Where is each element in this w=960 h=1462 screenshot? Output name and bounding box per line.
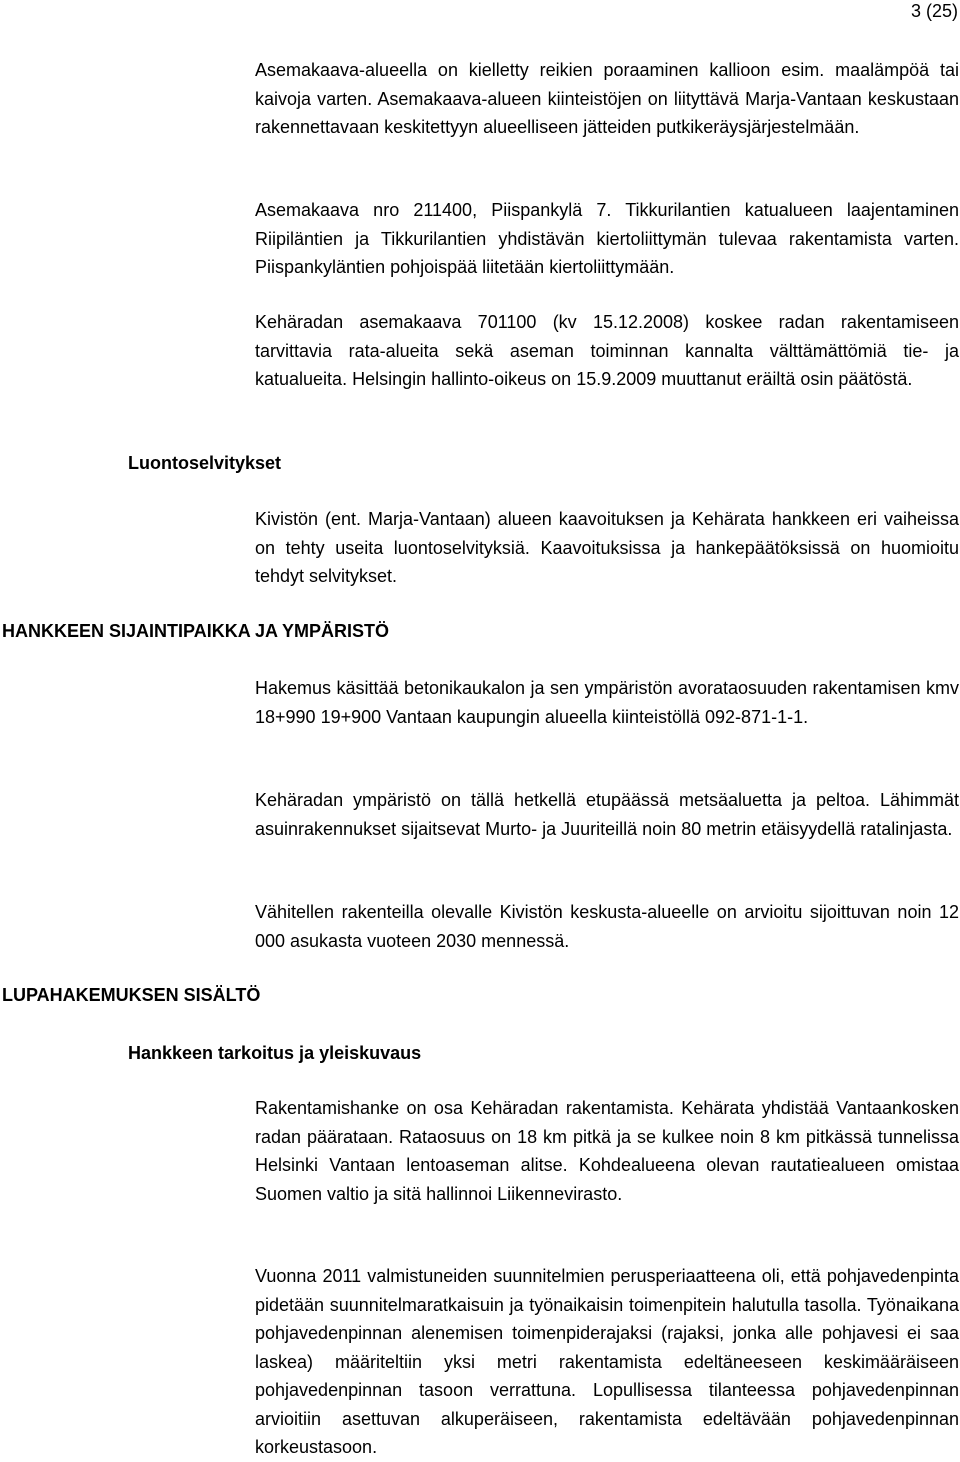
paragraph-asemakaava-restrictions: Asemakaava-alueella on kielletty reikien poraaminen kallioon esim. maalämpöä tai kaivoja varten. Asemakaava-alueen kiinteistöjen on liityttävä Marja-Vantaan keskustaan rakennettavaan keskitettyyn alueelliseen jätteiden putkikeräysjärjestelmään. xyxy=(255,60,959,137)
heading-luontoselvitykset: Luontoselvitykset xyxy=(128,453,282,473)
paragraph-asukasmaara: Vähitellen rakenteilla olevalle Kivistön keskusta-alueelle on arvioitu sijoittuvan noin 12 000 asukasta vuoteen 2030 mennessä. xyxy=(255,902,959,951)
paragraph-rakentamishanke: Rakentamishanke on osa Kehäradan rakentamista. Kehärata yhdistää Vantaankosken radan päärataan. Rataosuus on 18 km pitkä ja se kulkee noin 8 km pitkässä tunnelissa Helsinki Vantaan lentoaseman alitse. Kohdealueena olevan rautatiealueen omistaa Suomen valtio ja sitä hallinnoi Liikennevirasto. xyxy=(255,1098,959,1204)
heading-hankkeen-tarkoitus: Hankkeen tarkoitus ja yleiskuvaus xyxy=(128,1043,422,1063)
page-number: 3 (25) xyxy=(910,1,958,21)
paragraph-hakemus-scope: Hakemus käsittää betonikaukalon ja sen ympäristön avorataosuuden rakentamisen kmv 18+990 19+900 Vantaan kaupungin alueella kiinteistöllä 092-871-1-1. xyxy=(255,678,959,727)
heading-lupahakemus: LUPAHAKEMUKSEN SISÄLTÖ xyxy=(2,985,261,1005)
paragraph-ymparisto: Kehäradan ympäristö on tällä hetkellä etupäässä metsäaluetta ja peltoa. Lähimmät asuinrakennukset sijaitsevat Murto- ja Juuriteillä noin 80 metrin etäisyydellä ratalinjasta. xyxy=(255,790,959,839)
paragraph-asemakaava-211400: Asemakaava nro 211400, Piispankylä 7. Tikkurilantien katualueen laajentaminen Riipiläntien ja Tikkurilantien yhdistävän kiertoliittymän tulevaa rakentamista varten. Piispankyläntien pohjoispää liitetään kiertoliittymään. xyxy=(255,200,959,277)
paragraph-pohjavedenpinta: Vuonna 2011 valmistuneiden suunnitelmien perusperiaatteena oli, että pohjavedenpinta pidetään suunnitelmaratkaisuin ja työnaikaisin toimenpitein halutulla tasolla. Työnaikana pohjavedenpinnan alenemisen toimenpiderajaksi (rajaksi, jonka alle pohjavesi ei saa laskea) määriteltiin yksi metri rakentamista edeltäneeseen keskimääräiseen pohjavedenpinnan tasoon verrattuna. Lopullisessa tilanteessa pohjavedenpinnan arvioitiin asettuvan alkuperäiseen, rakentamista edeltävään pohjavedenpinnan korkeustasoon. xyxy=(255,1266,959,1457)
heading-sijaintipaikka: HANKKEEN SIJAINTIPAIKKA JA YMPÄRISTÖ xyxy=(2,621,390,641)
paragraph-luontoselvitykset: Kivistön (ent. Marja-Vantaan) alueen kaavoituksen ja Kehärata hankkeen eri vaiheissa on tehty useita luontoselvityksiä. Kaavoituksissa ja hankepäätöksissä on huomioitu tehdyt selvitykset. xyxy=(255,509,959,586)
paragraph-kehaeradan-asemakaava: Kehäradan asemakaava 701100 (kv 15.12.2008) koskee radan rakentamiseen tarvittavia rata-alueita sekä aseman toiminnan kannalta välttämättömiä tie- ja katualueita. Helsingin hallinto-oikeus on 15.9.2009 muuttanut eräiltä osin päätöstä. xyxy=(255,312,959,389)
